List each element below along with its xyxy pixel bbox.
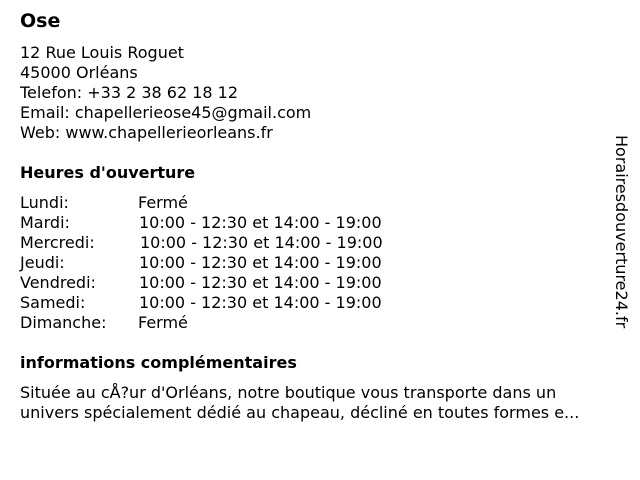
hours-day: Dimanche: [20,313,107,332]
hours-day: Jeudi: [20,253,65,272]
hours-row [20,193,460,213]
hours-row [20,313,460,333]
hours-row [20,213,460,233]
hours-time: 10:00 - 12:30 et 14:00 - 19:00 [140,233,383,252]
hours-day: Vendredi: [20,273,96,292]
hours-time: 10:00 - 12:30 et 14:00 - 19:00 [139,213,382,232]
info-heading: informations complémentaires [20,353,297,372]
address-city: 45000 Orléans [20,63,138,82]
hours-row [20,293,460,313]
hours-time: 10:00 - 12:30 et 14:00 - 19:00 [139,253,382,272]
hours-time: 10:00 - 12:30 et 14:00 - 19:00 [139,273,382,292]
hours-day: Mardi: [20,213,70,232]
hours-day: Mercredi: [20,233,95,252]
info-text-line: univers spécialement dédié au chapeau, décliné en toutes formes e... [20,403,580,422]
info-text-line: Située au cÅ?ur d'Orléans, notre boutique vous transporte dans un [20,383,557,402]
address-street: 12 Rue Louis Roguet [20,43,184,62]
hours-row [20,253,460,273]
web-line: Web: www.chapellerieorleans.fr [20,123,273,142]
hours-time: 10:00 - 12:30 et 14:00 - 19:00 [139,293,382,312]
watermark-text: Horairesdouverture24.fr [612,135,631,329]
hours-row [20,273,460,293]
hours-day: Samedi: [20,293,86,312]
hours-row [20,233,460,253]
email-line: Email: chapellerieose45@gmail.com [20,103,312,122]
hours-time: Fermé [138,313,188,332]
business-name: Ose [20,10,61,32]
hours-time: Fermé [138,193,188,212]
hours-heading: Heures d'ouverture [20,163,196,182]
phone-line: Telefon: +33 2 38 62 18 12 [20,83,239,102]
hours-day: Lundi: [20,193,69,212]
